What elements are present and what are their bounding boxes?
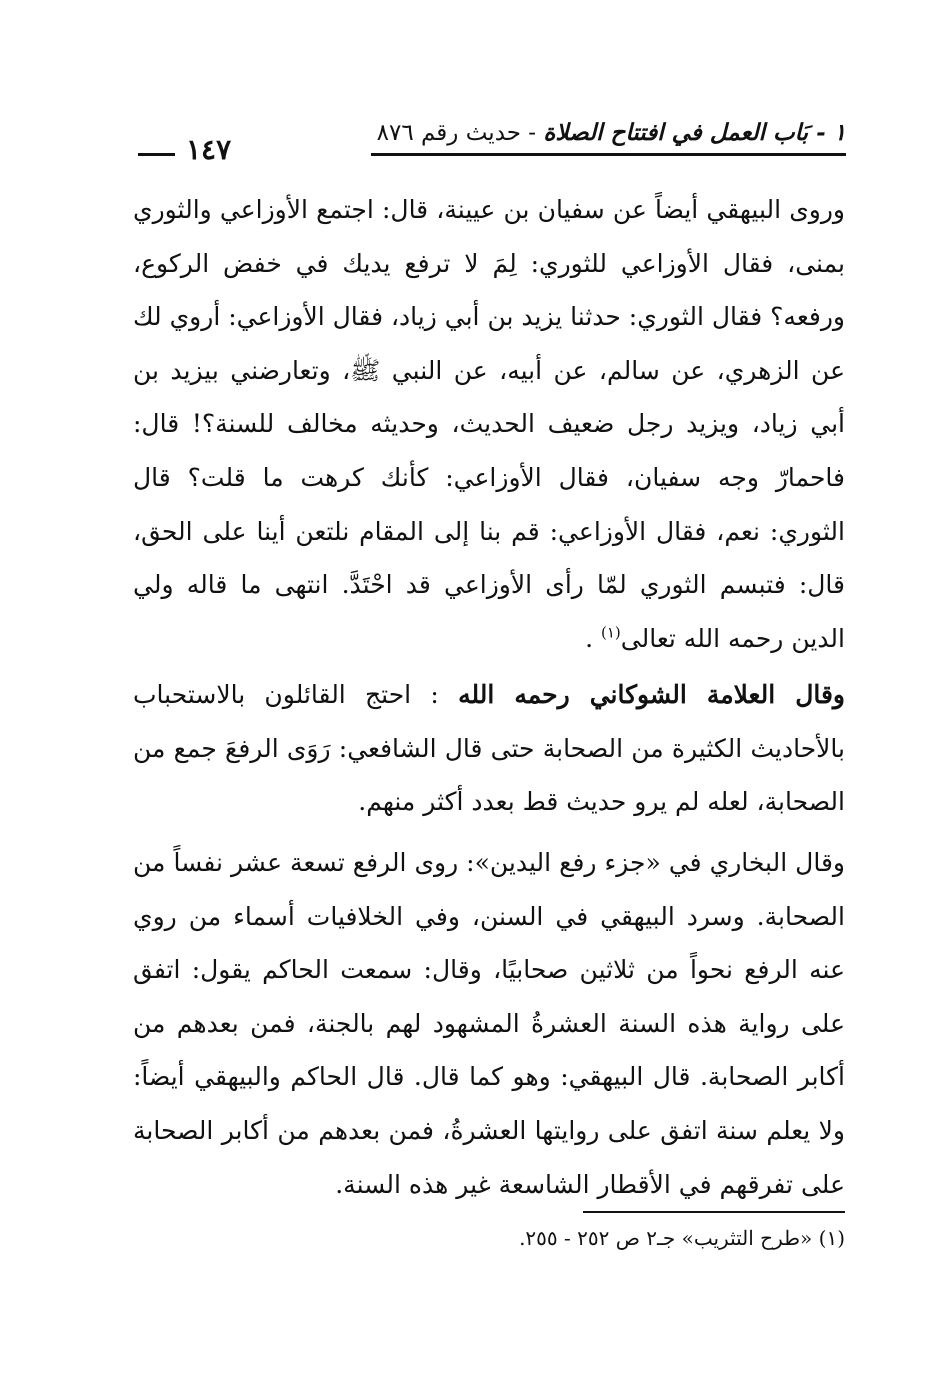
page-number: ١٤٧ <box>186 133 232 166</box>
paragraph-3-text: وقال البخاري في «جزء رفع اليدين»: روى الرفع تسعة عشر نفساً من الصحابة. وسرد البيهقي في السنن، وفي الخلافيات أسماء من روي عنه الرفع نحواً من ثلاثين صحابيًا، وقال: سمعت الحاكم يقول: اتفق على رواية هذه السنة العشرةُ المشهود لهم بالجنة، فمن بعدهم من أكابر الصحابة. قال البيهقي: وهو كما قال. قال الحاكم والبيهقي أيضاً: ولا يعلم سنة اتفق على روايتها العشرةُ، فمن بعدهم من أكابر الصحابة على تفرقهم في الأقطار الشاسعة غير هذه السنة. <box>133 848 845 1199</box>
hadith-number: - حديث رقم ٨٧٦ <box>376 120 544 146</box>
chapter-title <box>377 118 846 148</box>
footnote-reference[interactable]: (١) <box>600 623 621 642</box>
footnote: (١) «طرح التثريب» جـ٢ ص ٢٥٢ - ٢٥٥. <box>519 1226 845 1250</box>
paragraph-1 <box>133 183 845 665</box>
running-header <box>138 118 846 166</box>
paragraph-2 <box>133 668 845 829</box>
header-rule <box>371 153 846 156</box>
footnote-rule <box>583 1211 845 1213</box>
paragraph-1-end: . <box>585 623 601 653</box>
page-number-rule <box>138 153 175 156</box>
chapter-title-bold: ١ - بَاب العمل في افتتاح الصلاة <box>543 119 846 146</box>
paragraph-2-text: : احتج القائلون بالاستحباب بالأحاديث الكثيرة من الصحابة حتى قال الشافعي: رَوَى الرفعَ جمع من الصحابة، لعله لم يرو حديث قط بعدد أكثر منهم. <box>133 680 845 817</box>
paragraph-2-lead: وقال العلامة الشوكاني رحمه الله <box>458 680 845 709</box>
paragraph-1-text: وروى البيهقي أيضاً عن سفيان بن عيينة، قال: اجتمع الأوزاعي والثوري بمنى، فقال الأوزاعي للثوري: لِمَ لا ترفع يديك في خفض الركوع، ورفعه؟ فقال الثوري: حدثنا يزيد بن أبي زياد، فقال الأوزاعي: أروي لك عن الزهري، عن سالم، عن أبيه، عن النبي ﷺ، وتعارضني بيزيد بن أبي زياد، ويزيد رجل ضعيف الحديث، وحديثه مخالف للسنة؟! قال: فاحمارّ وجه سفيان، فقال الأوزاعي: كأنك كرهت ما قلت؟ قال الثوري: نعم، فقال الأوزاعي: قم بنا إلى المقام نلتعن أينا على الحق، قال: فتبسم الثوري لمّا رأى الأوزاعي قد احْتَدَّ. انتهى ما قاله ولي الدين رحمه الله تعالى <box>132 195 845 653</box>
paragraph-3 <box>133 836 845 1211</box>
